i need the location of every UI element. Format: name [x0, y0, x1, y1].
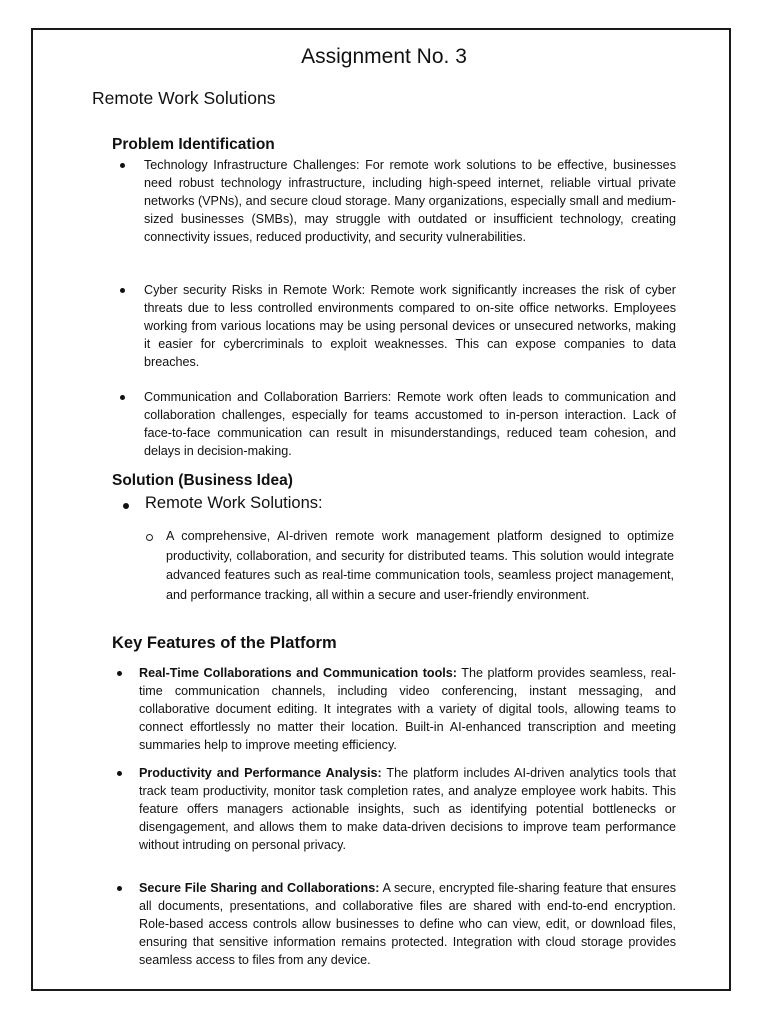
feature-text: A secure, encrypted file-sharing feature that ensures all documents, presentations, and collaborative files are shared with end-to-end encryption. Role-based access controls allow businesses to define who can view, edit, or download files, ensuring that sensitive information remains protected. Integration with cloud storage provides seamless access to files from any device.: [139, 881, 676, 967]
bullet-icon: [120, 163, 125, 168]
bullet-icon: [117, 671, 122, 676]
problem-item: Technology Infrastructure Challenges: For remote work solutions to be effective, businesses need robust technology infrastructure, including high-speed internet, reliable virtual private networks (VPNs), and secure cloud storage. Many organizations, especially small and medium-sized businesses (SMBs), may struggle with outdated or insufficient technology, creating connectivity issues, reduced productivity, and security vulnerabilities.: [144, 158, 676, 244]
feature-title: Real-Time Collaborations and Communication tools:: [139, 666, 457, 680]
feature-title: Productivity and Performance Analysis:: [139, 766, 382, 780]
feature-text: The platform provides seamless, real-time communication channels, including video conferencing, instant messaging, and collaborative document editing. It integrates with a variety of digital tools, allowing teams to connect effortlessly no matter their location. Built-in AI-enhanced transcription and meeting summaries help to improve meeting efficiency.: [139, 666, 676, 752]
feature-title: Secure File Sharing and Collaborations:: [139, 881, 380, 895]
section-title: Remote Work Solutions: [92, 88, 276, 108]
feature-item: [139, 879, 676, 969]
problem-item: Cyber security Risks in Remote Work: Remote work significantly increases the risk of cyber threats due to less controlled environments compared to on-site office networks. Employees working from various locations may be using personal devices or unsecured networks, making it easier for cybercriminals to exploit weaknesses. This can expose companies to data breaches.: [144, 283, 676, 369]
feature-text: The platform includes AI-driven analytics tools that track team productivity, monitor task completion rates, and analyze employee work habits. This feature offers managers actionable insights, such as identifying potential bottlenecks or disengagement, and allows them to make data-driven decisions to improve team performance without intruding on personal privacy.: [139, 766, 676, 852]
solution-bullet: Remote Work Solutions:: [145, 494, 323, 512]
bullet-icon: [120, 288, 125, 293]
bullet-icon: [123, 503, 129, 509]
solution-description: A comprehensive, AI-driven remote work management platform designed to optimize productivity, collaboration, and security for distributed teams. This solution would integrate advanced features such as real-time communication tools, seamless project management, and performance tracking, all within a secure and user-friendly environment.: [166, 529, 674, 602]
solution-heading: Solution (Business Idea): [112, 472, 293, 489]
problem-heading: Problem Identification: [112, 136, 275, 153]
problem-item: Communication and Collaboration Barriers: Remote work often leads to communication and collaboration challenges, especially for teams accustomed to in-person interaction. Lack of face-to-face communication can result in misunderstandings, reduced team cohesion, and delays in decision-making.: [144, 390, 676, 458]
feature-item: [139, 664, 676, 754]
page-title: Assignment No. 3: [301, 45, 467, 68]
circle-bullet-icon: [146, 534, 153, 541]
bullet-icon: [120, 395, 125, 400]
bullet-icon: [117, 886, 122, 891]
bullet-icon: [117, 771, 122, 776]
features-heading: Key Features of the Platform: [112, 634, 337, 652]
feature-item: [139, 764, 676, 854]
